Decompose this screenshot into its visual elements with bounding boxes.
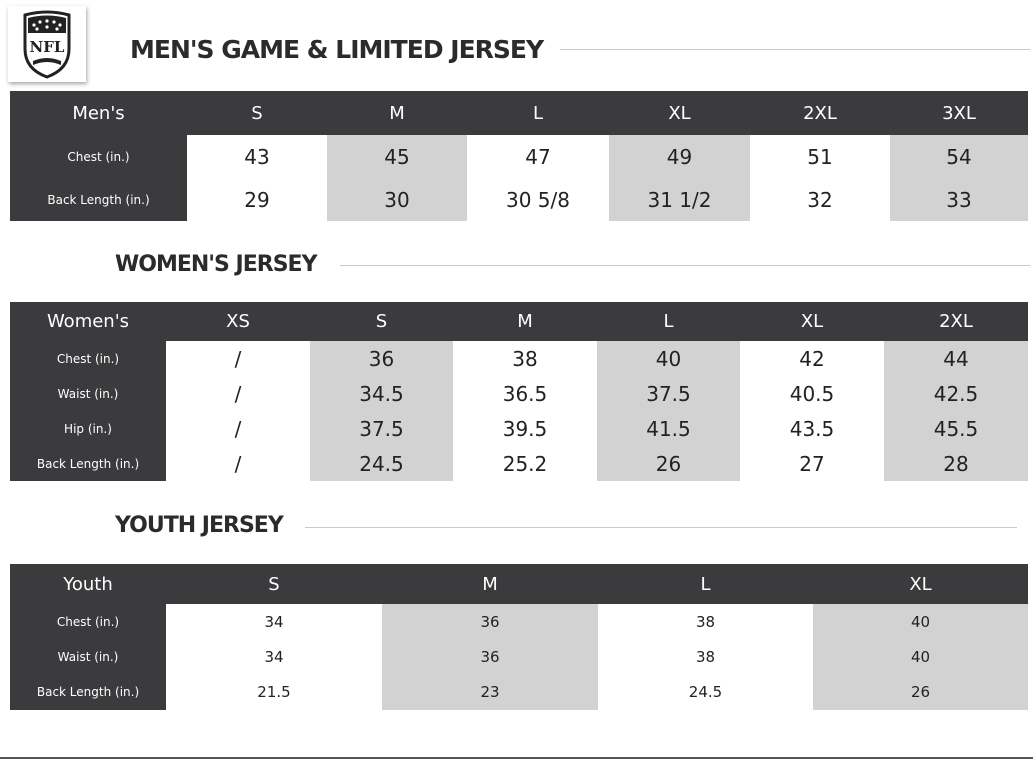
youth-header-row: [10, 564, 1028, 604]
table-cell: 28: [884, 446, 1028, 481]
nfl-shield-icon: [21, 9, 73, 79]
youth-size-s: S: [166, 564, 382, 604]
table-cell: 34: [264, 612, 284, 631]
table-cell: 32: [807, 187, 833, 212]
table-cell: 31 1/2: [609, 178, 750, 221]
table-row: [10, 411, 1028, 446]
womens-size-l: L: [597, 302, 740, 341]
table-cell: 38: [512, 346, 538, 371]
table-cell: 36.5: [502, 381, 548, 406]
row-label: Chest (in.): [10, 135, 187, 178]
mens-header-label: Men's: [10, 91, 187, 135]
bottom-divider: [0, 757, 1033, 759]
row-label: Hip (in.): [10, 411, 166, 446]
mens-size-xl: XL: [609, 91, 750, 135]
table-row: [10, 135, 1028, 178]
table-cell: /: [234, 381, 242, 406]
table-cell: 38: [695, 612, 716, 631]
table-cell: 29: [244, 187, 270, 212]
mens-header-row: [10, 91, 1028, 135]
table-cell: 41.5: [597, 411, 740, 446]
table-row: [10, 178, 1028, 221]
table-cell: 34: [264, 647, 284, 666]
mens-size-3xl: 3XL: [890, 91, 1028, 135]
youth-size-table: [10, 564, 1028, 710]
womens-size-m: M: [453, 302, 597, 341]
womens-size-xl: XL: [740, 302, 884, 341]
youth-header-label: Youth: [10, 564, 166, 604]
mens-size-l: L: [467, 91, 609, 135]
row-label: Back Length (in.): [10, 446, 166, 481]
table-row: [10, 639, 1028, 674]
table-cell: 24.5: [688, 683, 723, 701]
table-cell: 27: [799, 451, 825, 476]
table-cell: 25.2: [502, 451, 548, 476]
table-row: [10, 604, 1028, 639]
youth-size-m: M: [382, 564, 598, 604]
table-cell: 40.5: [789, 381, 835, 406]
table-cell: /: [234, 346, 242, 371]
mens-section-title: MEN'S GAME & LIMITED JERSEY: [130, 35, 544, 64]
table-cell: 38: [695, 647, 716, 666]
mens-size-table: [10, 91, 1028, 221]
table-cell: 26: [597, 446, 740, 481]
table-cell: 47: [525, 144, 551, 169]
table-cell: 24.5: [310, 446, 453, 481]
table-cell: 42.5: [884, 376, 1028, 411]
table-row: [10, 376, 1028, 411]
table-cell: 44: [884, 341, 1028, 376]
row-label: Waist (in.): [10, 376, 166, 411]
logo-text: NFL: [29, 38, 65, 56]
table-cell: 40: [813, 639, 1028, 674]
table-cell: 43: [244, 144, 270, 169]
table-cell: 37.5: [310, 411, 453, 446]
row-label: Chest (in.): [10, 604, 166, 639]
womens-header-row: [10, 302, 1028, 341]
youth-section-title: YOUTH JERSEY: [115, 513, 283, 538]
table-cell: 21.5: [257, 683, 291, 701]
mens-size-s: S: [187, 91, 327, 135]
table-cell: 43.5: [789, 416, 835, 441]
table-cell: 33: [890, 178, 1028, 221]
table-cell: 45.5: [884, 411, 1028, 446]
mens-size-m: M: [327, 91, 467, 135]
youth-title-rule: [305, 527, 1017, 528]
table-row: [10, 446, 1028, 481]
table-cell: 45: [327, 135, 467, 178]
table-cell: 36: [382, 604, 598, 639]
table-cell: 42: [799, 346, 825, 371]
table-cell: 30: [327, 178, 467, 221]
table-cell: 23: [382, 674, 598, 710]
womens-size-xs: XS: [166, 302, 310, 341]
table-cell: 26: [813, 674, 1028, 710]
mens-title-rule: [560, 49, 1030, 50]
table-cell: 36: [382, 639, 598, 674]
youth-size-l: L: [598, 564, 813, 604]
table-cell: 34.5: [310, 376, 453, 411]
womens-size-table: [10, 302, 1028, 481]
row-label: Back Length (in.): [10, 178, 187, 221]
row-label: Waist (in.): [10, 639, 166, 674]
table-cell: 40: [813, 604, 1028, 639]
mens-size-2xl: 2XL: [750, 91, 890, 135]
womens-size-2xl: 2XL: [884, 302, 1028, 341]
table-cell: 37.5: [597, 376, 740, 411]
womens-section-title: WOMEN'S JERSEY: [115, 252, 317, 277]
table-cell: 30 5/8: [506, 187, 570, 212]
table-cell: /: [234, 416, 242, 441]
womens-size-s: S: [310, 302, 453, 341]
table-cell: 51: [807, 144, 833, 169]
table-cell: 39.5: [502, 416, 548, 441]
table-cell: 54: [890, 135, 1028, 178]
womens-title-rule: [340, 265, 1030, 266]
table-cell: 49: [609, 135, 750, 178]
youth-size-xl: XL: [813, 564, 1028, 604]
table-row: [10, 674, 1028, 710]
row-label: Chest (in.): [10, 341, 166, 376]
table-row: [10, 341, 1028, 376]
table-cell: /: [234, 451, 242, 476]
womens-header-label: Women's: [10, 302, 166, 341]
table-cell: 36: [310, 341, 453, 376]
nfl-logo: [8, 6, 86, 82]
row-label: Back Length (in.): [10, 674, 166, 710]
table-cell: 40: [597, 341, 740, 376]
